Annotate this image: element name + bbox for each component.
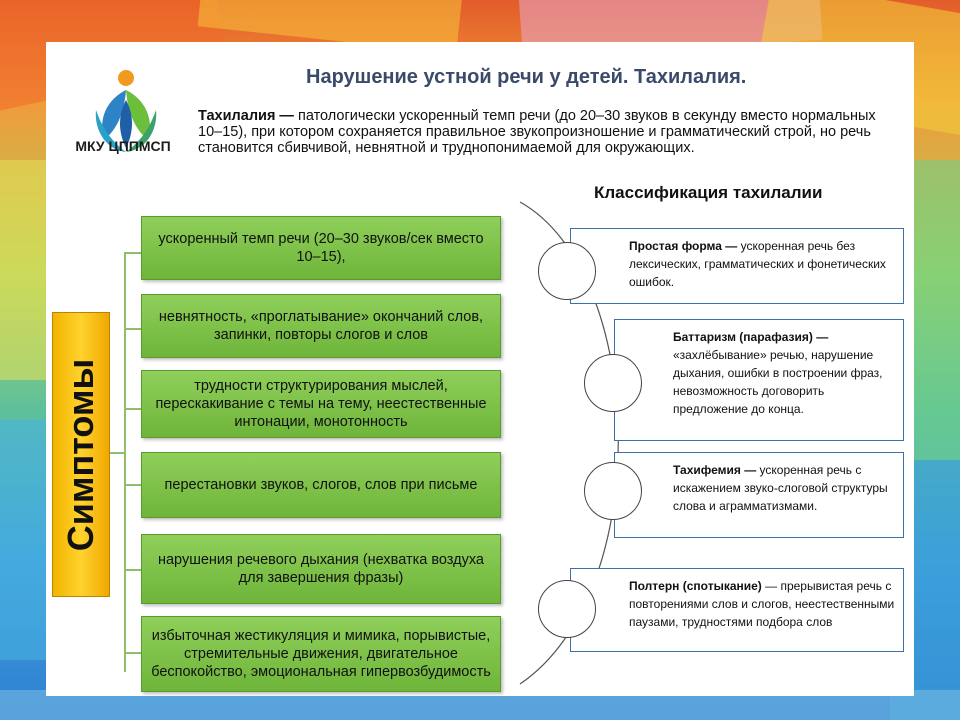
symptom-text: трудности структурирования мыслей, перескакивание с темы на тему, неестественные интонации, монотонность (155, 378, 487, 430)
symptoms-connector (124, 252, 126, 672)
classification-term: Баттаризм (парафазия) — (673, 330, 829, 344)
classification-term: Простая форма — (629, 239, 738, 253)
symptom-box (141, 294, 501, 358)
classification-box (614, 319, 904, 441)
classification-term: Тахифемия — (673, 463, 757, 477)
classification-text: ускоренная речь с искажением звуко-слоговой структуры слова и аграмматизмами. (673, 463, 888, 513)
definition-term: Тахилалия — (198, 108, 294, 124)
classification-marker (584, 462, 642, 520)
symptoms-connector (124, 408, 141, 410)
symptoms-connector (108, 452, 125, 454)
symptom-text: избыточная жестикуляция и мимика, порывистые, стремительные движения, двигательное беспокойство, эмоциональная гипервозбудимость (151, 628, 491, 680)
classification-marker (538, 242, 596, 300)
logo-text: МКУ ЦППМСП (75, 138, 171, 154)
symptoms-label (52, 312, 110, 597)
classification-marker (538, 580, 596, 638)
classification-text: ускоренная речь без лексических, грамматических и фонетических ошибок. (629, 239, 886, 289)
symptom-text: перестановки звуков, слогов, слов при письме (164, 477, 478, 493)
symptom-box (141, 616, 501, 692)
slide (46, 42, 914, 696)
classification-text: — прерывистая речь с повторениями слов и слогов, неестественными паузами, трудностями подбора слов (629, 579, 895, 629)
definition-text: патологически ускоренный темп речи (до 20–30 звуков в секунду вместо нормальных 10–15), при котором сохраняется правильное звукопроизношение и грамматический строй, но речь становится сбивчивой, невнятной и труднопонимаемой для окружающих. (198, 108, 876, 156)
classification-box (614, 452, 904, 538)
symptom-box (141, 534, 501, 604)
symptoms-connector (124, 569, 141, 571)
symptom-box (141, 216, 501, 280)
classification-box (570, 568, 904, 652)
symptoms-label-text: Симптомы (60, 358, 101, 551)
symptoms-connector (124, 484, 141, 486)
definition (198, 108, 878, 156)
symptom-box (141, 370, 501, 438)
symptom-box (141, 452, 501, 518)
symptoms-connector (124, 252, 141, 254)
page-title: Нарушение устной речи у детей. Тахилалия. (306, 66, 747, 88)
symptoms-connector (124, 652, 141, 654)
symptom-text: нарушения речевого дыхания (нехватка воздуха для завершения фразы) (157, 552, 484, 586)
classification-text: «захлёбывание» речью, нарушение дыхания, ошибки в построении фраз, невозможность договорить предложение до конца. (673, 348, 883, 416)
symptom-text: ускоренный темп речи (20–30 звуков/сек вместо 10–15), (158, 231, 484, 265)
symptoms-connector (124, 328, 141, 330)
symptom-text: невнятность, «проглатывание» окончаний слов, запинки, повторы слогов и слов (158, 309, 484, 343)
classification-box (570, 228, 904, 304)
classification-marker (584, 354, 642, 412)
classification-title: Классификация тахилалии (594, 183, 823, 202)
classification-term: Полтерн (спотыкание) (629, 579, 762, 593)
